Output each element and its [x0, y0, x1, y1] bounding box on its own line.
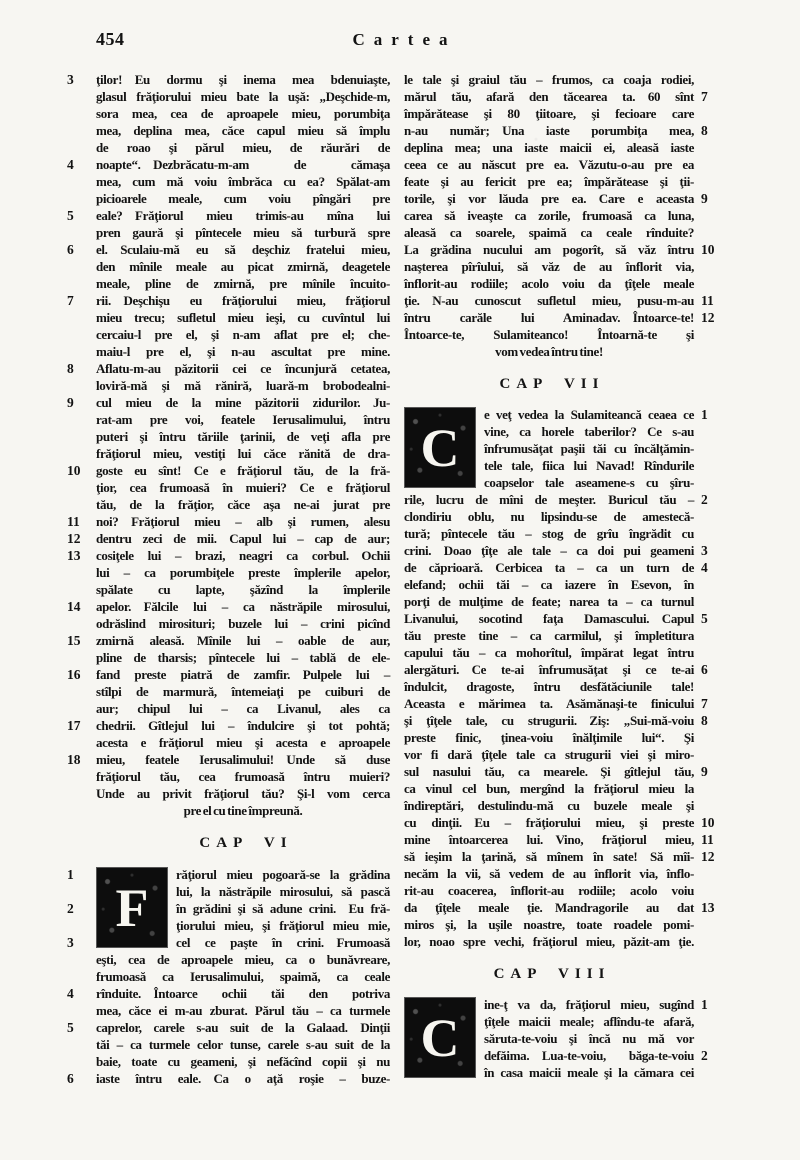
verse-line — [404, 1030, 694, 1047]
verse-number: 11 — [67, 514, 80, 529]
verse-text: frăţiorul mieu, vestiţi lui căce rănită de dra- — [96, 446, 390, 461]
verse-text: tură; pîntecele tău – stog de grîu îngrădit cu — [404, 526, 694, 541]
verse-text: pre el cu tine împreună. — [183, 803, 303, 818]
verse-number: 6 — [67, 1071, 74, 1086]
verse-text: mine întoarcerea lui. Vino, frăţiorul mieu, — [404, 832, 694, 847]
verse-line — [404, 343, 694, 360]
verse-text: ine-ţ va da, frăţiorul mieu, sugînd — [484, 997, 694, 1012]
verse-line — [404, 326, 694, 343]
verse-text: coapselor tale aseamene-s cu şîru- — [484, 475, 694, 490]
verse-line — [96, 309, 390, 326]
verse-number: 15 — [67, 633, 81, 648]
verse-line — [404, 627, 694, 644]
verse-line — [96, 122, 390, 139]
verse-line — [404, 156, 694, 173]
verse-number: 7 — [701, 89, 708, 104]
verse-line — [404, 224, 694, 241]
verse-line — [404, 491, 708, 508]
verse-text: cul mieu de la mine păzitorii zidurilor. Ju- — [96, 395, 390, 410]
verse-text: caprelor, carele s-au suit de la Galaad. Dinţii — [96, 1020, 390, 1035]
verse-number: 2 — [67, 901, 74, 916]
verse-line — [404, 457, 694, 474]
verse-text: vom vedea întru tine! — [495, 344, 603, 359]
verse-text: maiu-l pre el, şi n-au ascultat pre mine. — [96, 344, 390, 359]
verse-number: 2 — [701, 492, 708, 507]
verse-text: picioarele meale, cum voiu pîngări pre — [96, 191, 390, 206]
verse-line — [96, 173, 390, 190]
verse-text: mărul tău, afară den tăcearea ta. 60 sînt — [404, 89, 694, 104]
verse-text: săruta-te-voiu şi încă nu mă vor — [484, 1031, 694, 1046]
verse-line — [404, 916, 694, 933]
verse-text: alergături. Ce te-ai înfrumusăţat şi ce te-ai — [404, 662, 694, 677]
verse-text: da ţîţele meale ţie. Mandragorile au dat — [404, 900, 694, 915]
verse-line — [96, 326, 390, 343]
verse-number: 4 — [67, 986, 74, 1001]
verse-number: 8 — [701, 123, 708, 138]
verse-line — [404, 882, 694, 899]
verse-text: necăm la vii, să vedem de au înflorit via, înflo- — [404, 866, 694, 881]
verse-text: dentru zeci de mii. Capul lui – cap de aur; — [96, 531, 390, 546]
verse-number: 11 — [701, 293, 714, 308]
verse-number: 5 — [701, 611, 708, 626]
drop-cap-letter: C — [404, 997, 476, 1078]
verse-number: 3 — [67, 935, 74, 950]
verse-text: iaste întru eale. Ca o aţă roşie – buze- — [96, 1071, 390, 1086]
verse-text: cosiţele lui – brazi, neagri ca corbul. Ochii — [96, 548, 390, 563]
verse-text: în casa maicii meale şi la cămara cei — [484, 1065, 694, 1080]
verse-number: 8 — [701, 713, 708, 728]
verse-line — [96, 883, 390, 900]
verse-line — [404, 88, 708, 105]
verse-text: chedrii. Gîtlejul lui – îndulcire şi tot pohtă; — [96, 718, 390, 733]
verse-passage — [404, 71, 715, 360]
verse-number: 14 — [67, 599, 81, 614]
verse-line — [404, 797, 694, 814]
verse-line — [96, 968, 390, 985]
verse-text: mieu, featele Ierusalimului! Unde să duse — [96, 752, 390, 767]
verse-text: ţior, cea frumoasă în muieri? Ce e frăţiorul — [96, 480, 390, 495]
verse-number: 9 — [701, 764, 708, 779]
verse-line — [404, 933, 694, 950]
verse-number: 7 — [67, 293, 74, 308]
verse-text: baie, toate cu geameni, şi nefăcînd copii şi nu — [96, 1054, 390, 1069]
verse-text: lor, noao spre vechi, frăţiorul mieu, păzit-am ţie. — [404, 934, 694, 949]
verse-text: Unde au privit frăţiorul tău? Şi-l vom cerca — [96, 786, 390, 801]
verse-text: împărătease şi 80 ţiitoare, şi fecioare care — [404, 106, 694, 121]
verse-number: 2 — [701, 1048, 708, 1063]
verse-line — [96, 445, 390, 462]
chapter-heading: CAP VII — [499, 376, 605, 392]
verse-line — [404, 848, 715, 865]
verse-line — [67, 632, 390, 649]
verse-number: 10 — [67, 463, 81, 478]
verse-line — [67, 1070, 390, 1087]
verse-line — [404, 763, 708, 780]
verse-line — [404, 814, 715, 831]
verse-line — [404, 275, 694, 292]
verse-line — [404, 899, 715, 916]
verse-text: îndulcit, dragoste, întru desfătăciunile tale! — [404, 679, 694, 694]
chapter-heading: CAP VI — [199, 835, 293, 851]
verse-line — [404, 406, 708, 423]
verse-text: clondiriu oblu, nu lipsindu-se de amestecă- — [404, 509, 694, 524]
drop-cap-letter: C — [404, 407, 476, 488]
verse-text: tău preste tine – ca carmilul, şi împletitura — [404, 628, 694, 643]
verse-text: odrăslind mirosituri; buzele lui – crini picînd — [96, 616, 390, 631]
verse-line — [67, 866, 390, 883]
verse-line — [96, 917, 390, 934]
verse-line — [96, 88, 390, 105]
verse-line — [404, 139, 694, 156]
verse-line — [67, 513, 390, 530]
verse-text: La grădina nucului am pogorît, să văz întru — [404, 242, 694, 257]
verse-number: 12 — [67, 531, 81, 546]
verse-line — [96, 700, 390, 717]
verse-line — [96, 377, 390, 394]
verse-number: 9 — [701, 191, 708, 206]
verse-text: cercaiu-l pre el, şi n-am aflat pre el; che- — [96, 327, 390, 342]
verse-number: 8 — [67, 361, 74, 376]
verse-line — [404, 173, 694, 190]
verse-text: goste eu sînt! Ce e frăţiorul tău, de la fră- — [96, 463, 390, 478]
verse-line — [404, 440, 694, 457]
verse-line — [404, 831, 714, 848]
verse-number: 3 — [701, 543, 708, 558]
verse-text: în grădini şi să adune crini. Eu fră- — [176, 901, 390, 916]
verse-text: ţiorului mieu, şi frăţiorul mieu mie, — [176, 918, 390, 933]
verse-text: ţîţele maicii meale; aflîndu-te afară, — [484, 1014, 694, 1029]
verse-text: elefand; ochii tăi – ca iazere în Esevon, în — [404, 577, 694, 592]
verse-number: 5 — [67, 1020, 74, 1035]
verse-line — [96, 564, 390, 581]
verse-text: puteri şi întru tăriile ţarinii, de veţi afla pre — [96, 429, 390, 444]
verse-line — [67, 394, 390, 411]
text-column-right — [404, 71, 715, 1081]
verse-text: frumoasă ca Ierusalimului, spaimă, ca ceale — [96, 969, 390, 984]
verse-number: 16 — [67, 667, 81, 682]
verse-text: rat-am pre voi, featele Ierusalimului, întru — [96, 412, 390, 427]
verse-passage — [67, 71, 390, 819]
verse-text: pren gaură şi pîntecele mieu să turbură spre — [96, 225, 390, 240]
verse-line — [404, 292, 714, 309]
verse-text: noi? Frăţiorul mieu – alb şi rumen, alesu — [96, 514, 390, 529]
verse-line — [404, 309, 715, 326]
verse-text: den mînile meale au picat zmirnă, deagetele — [96, 259, 390, 274]
verse-text: rit-au coacerea, înflorit-au rodiile; acolo voiu — [404, 883, 694, 898]
verse-line — [67, 751, 390, 768]
verse-line — [67, 156, 390, 173]
verse-line — [96, 479, 390, 496]
verse-text: vine, ca horele taberilor? Ce s-au — [484, 424, 694, 439]
verse-text: Aflatu-m-au păzitorii cei ce încunjură cetatea, — [96, 361, 390, 376]
verse-line — [404, 712, 708, 729]
verse-text: aleasă ca soarele, spaimă ca ceale rînduite? — [404, 225, 694, 240]
verse-passage — [67, 866, 390, 1087]
verse-line — [96, 105, 390, 122]
verse-text: îndireptări, destulindu-mă cu buzele meale şi — [404, 798, 694, 813]
verse-text: glasul frăţiorului mieu bate la uşă: „Deşchide-m, — [96, 89, 390, 104]
verse-line — [96, 428, 390, 445]
verse-number: 3 — [67, 72, 74, 87]
verse-text: întru carăle lui Aminadav. Întoarce-te! — [404, 310, 694, 325]
verse-line — [96, 649, 390, 666]
verse-text: ţie. N-au cunoscut sufletul mieu, pusu-m-au — [404, 293, 694, 308]
verse-text: sul nasului tău, ca mearele. Şi gîtlejul tău, — [404, 764, 694, 779]
verse-text: lui, la năstrăpile mirosului, să pască — [176, 884, 390, 899]
verse-number: 13 — [701, 900, 715, 915]
verse-line — [96, 1053, 390, 1070]
verse-text: noapte“. Dezbrăcatu-m-am de cămaşa — [96, 157, 390, 172]
verse-text: cel ce paşte în crini. Frumoasă — [176, 935, 390, 950]
verse-line — [96, 581, 390, 598]
verse-line — [67, 71, 390, 88]
verse-text: mea, cum mă voiu îmbrăca cu ea? Spălat-am — [96, 174, 390, 189]
verse-line — [67, 1019, 390, 1036]
verse-text: stîlpi de marmură, întemeiaţi pe cuiburi de — [96, 684, 390, 699]
verse-text: şi ţîţele tale, cu strugurii. Ziş: „Sui-mă-voiu — [404, 713, 694, 728]
verse-line — [67, 207, 390, 224]
verse-text: tele tale, fiica lui Navad! Rîndurile — [484, 458, 694, 473]
verse-line — [404, 105, 694, 122]
verse-number: 1 — [701, 997, 708, 1012]
verse-line — [96, 1002, 390, 1019]
verse-text: Aceasta e mărimea ta. Asămănaşi-te finicului — [404, 696, 694, 711]
verse-line — [404, 207, 694, 224]
verse-line — [404, 122, 708, 139]
verse-text: vor fi dară ţîţele tale ca strugurii viei şi miro- — [404, 747, 694, 762]
verse-number: 6 — [701, 662, 708, 677]
verse-text: n-au număr; Una iaste porumbiţa mea, — [404, 123, 694, 138]
verse-line — [404, 71, 694, 88]
verse-line — [404, 780, 694, 797]
verse-line — [404, 746, 694, 763]
verse-text: tăi – ca turmele celor tunse, carele s-au suit de la — [96, 1037, 390, 1052]
verse-line — [96, 258, 390, 275]
verse-line — [404, 258, 694, 275]
verse-line — [404, 644, 694, 661]
verse-line — [404, 695, 708, 712]
verse-number: 6 — [67, 242, 74, 257]
verse-number: 9 — [67, 395, 74, 410]
verse-line — [67, 462, 390, 479]
verse-line — [96, 139, 390, 156]
verse-number: 12 — [701, 310, 715, 325]
verse-line — [96, 768, 390, 785]
verse-text: naşterea pîrîului, să văz de au înflorit via, — [404, 259, 694, 274]
verse-text: feate şi au fericit pre ea; împărătease şi ţii- — [404, 174, 694, 189]
verse-text: crini. Doao ţîţe ale tale – ca doi pui geameni — [404, 543, 694, 558]
verse-text: ceea ce au născut pre ea. Văzutu-o-au pre ea — [404, 157, 694, 172]
verse-line — [404, 661, 708, 678]
verse-text: carea să iveaşte ca zorile, frumoasă ca luna, — [404, 208, 694, 223]
verse-line — [404, 241, 715, 258]
verse-line — [96, 224, 390, 241]
verse-line — [96, 275, 390, 292]
verse-line — [96, 343, 390, 360]
verse-passage — [404, 996, 708, 1081]
verse-text: pline de tharsis; pîntecele lui – tablă de ele- — [96, 650, 390, 665]
verse-number: 13 — [67, 548, 81, 563]
verse-line — [404, 1047, 708, 1064]
verse-text: eşti, cea de aproapele mieu, ca o bunăvreare, — [96, 952, 390, 967]
drop-cap-letter: F — [96, 867, 168, 948]
verse-line — [404, 1013, 694, 1030]
verse-text: înflorit-au rodiile; acolo voiu da ţîţele meale — [404, 276, 694, 291]
verse-text: le tale şi graiul tău – frumos, ca coaja rodiei, — [404, 72, 694, 87]
verse-line — [404, 474, 694, 491]
verse-number: 5 — [67, 208, 74, 223]
verse-text: frăţiorul tău, cea frumoasă întru muieri? — [96, 769, 390, 784]
verse-line — [96, 802, 390, 819]
verse-line — [96, 411, 390, 428]
verse-line — [67, 292, 390, 309]
verse-text: înfrumusăţat paşii tăi cu încălţămin- — [484, 441, 694, 456]
verse-line — [67, 547, 390, 564]
verse-text: rile, lucru de mîni de meşter. Buricul tău – — [404, 492, 694, 507]
verse-line — [67, 666, 390, 683]
verse-number: 12 — [701, 849, 715, 864]
verse-line — [404, 1064, 694, 1081]
verse-text: lui – ca porumbiţele preste împlerile apelor, — [96, 565, 390, 580]
verse-line — [404, 593, 694, 610]
verse-text: rii. Deşchişu eu frăţiorului mieu, frăţiorul — [96, 293, 390, 308]
verse-text: apelor. Fălcile lui – ca năstrăpile mirosului, — [96, 599, 390, 614]
verse-line — [404, 190, 708, 207]
verse-number: 17 — [67, 718, 81, 733]
verse-text: eale? Frăţiorul mieu trimis-au mîna lui — [96, 208, 390, 223]
verse-line — [67, 530, 390, 547]
verse-text: mieu trecu; sufletul mieu ieşi, cu cuvîntul lui — [96, 310, 390, 325]
verse-text: Întoarce-te, Sulamiteanco! Întoarnă-te şi — [404, 327, 694, 342]
verse-line — [96, 785, 390, 802]
verse-text: Livanului, socotind faţa Damascului. Capul — [404, 611, 694, 626]
page-title: Cartea — [352, 30, 457, 49]
verse-text: răţiorul mieu pogoară-se la grădina — [176, 867, 390, 882]
verse-text: de căprioară. Cerbicea ta – ca un turn de — [404, 560, 694, 575]
verse-line — [404, 508, 694, 525]
verse-text: deplina mea; una iaste maicii ei, aleasă iaste — [404, 140, 694, 155]
verse-line — [96, 615, 390, 632]
verse-text: loviră-mă şi mă răniră, luară-m brobodealni- — [96, 378, 390, 393]
verse-number: 10 — [701, 815, 715, 830]
verse-text: ca vinul cel bun, mergînd la frăţiorul mieu la — [404, 781, 694, 796]
verse-text: ţilor! Eu dormu şi inema mea bdenuiaşte, — [96, 72, 390, 87]
verse-line — [96, 190, 390, 207]
verse-number: 1 — [701, 407, 708, 422]
verse-text: porţi de mulţime de feate; narea ta – ca turnul — [404, 594, 694, 609]
verse-text: capului tău – ca mohorîtul, împărat legat întru — [404, 645, 694, 660]
verse-line — [404, 559, 708, 576]
verse-number: 10 — [701, 242, 715, 257]
verse-line — [67, 985, 390, 1002]
verse-number: 11 — [701, 832, 714, 847]
verse-text: de roao şi părul mieu, de răurări de — [96, 140, 390, 155]
verse-line — [67, 598, 390, 615]
text-column-left — [67, 71, 390, 1087]
verse-line — [404, 729, 694, 746]
verse-text: mea, deplina mea, căce capul mieu să împlu — [96, 123, 390, 138]
verse-text: aur; chipul lui – ca Livanul, ales ca — [96, 701, 390, 716]
verse-line — [67, 934, 390, 951]
verse-line — [96, 734, 390, 751]
verse-text: sora mea, cea de aproapele mieu, porumbiţa — [96, 106, 390, 121]
verse-line — [404, 542, 708, 559]
verse-text: el. Sculaiu-mă eu să deşchiz fratelui mieu, — [96, 242, 390, 257]
verse-line — [96, 1036, 390, 1053]
page-number: 454 — [96, 29, 125, 49]
verse-number: 1 — [67, 867, 74, 882]
verse-line — [96, 683, 390, 700]
verse-line — [67, 900, 390, 917]
verse-text: fand preste piatră de zamfir. Pulpele lui – — [96, 667, 390, 682]
verse-text: rînduite. Întoarce ochii tăi den potriva — [96, 986, 390, 1001]
verse-number: 4 — [67, 157, 74, 172]
verse-line — [96, 951, 390, 968]
verse-line — [404, 576, 694, 593]
verse-line — [67, 360, 390, 377]
verse-text: acesta e frăţiorul mieu şi acesta e aproapele — [96, 735, 390, 750]
verse-text: cu dinţii. Eu – frăţiorului mieu, şi preste — [404, 815, 694, 830]
verse-text: e veţ vedea la Sulamiteancă ceaea ce — [484, 407, 694, 422]
verse-line — [96, 496, 390, 513]
verse-text: să ieşim la ţarină, să mînem în sate! Să mîi- — [404, 849, 694, 864]
verse-line — [404, 865, 694, 882]
verse-text: meale, pline de zmirnă, pre mînile încuito- — [96, 276, 390, 291]
verse-text: torile, şi vor lăuda pre ea. Care e aceasta — [404, 191, 694, 206]
verse-text: spălate cu lapte, şăzînd la împlerile — [96, 582, 390, 597]
verse-line — [67, 717, 390, 734]
verse-text: defăima. Lua-te-voiu, băga-te-voiu — [484, 1048, 694, 1063]
verse-line — [404, 996, 708, 1013]
verse-text: tău, de la frăţior, căce aşa ne-ai jurat pre — [96, 497, 390, 512]
verse-text: zmirnă aleasă. Mînile lui – oable de aur, — [96, 633, 390, 648]
verse-text: preste finic, ţinea-voiu înălţimile lui“. Şi — [404, 730, 694, 745]
chapter-heading: CAP VIII — [493, 966, 611, 982]
verse-line — [404, 525, 694, 542]
verse-number: 4 — [701, 560, 708, 575]
verse-passage — [404, 406, 715, 950]
verse-line — [404, 423, 694, 440]
verse-number: 18 — [67, 752, 81, 767]
verse-number: 7 — [701, 696, 708, 711]
verse-line — [67, 241, 390, 258]
verse-text: miros şi, la uşile noastre, toate roadele pomi- — [404, 917, 694, 932]
verse-text: mea, căce ei m-au zburat. Părul tău – ca turmele — [96, 1003, 390, 1018]
verse-line — [404, 678, 694, 695]
verse-line — [404, 610, 708, 627]
